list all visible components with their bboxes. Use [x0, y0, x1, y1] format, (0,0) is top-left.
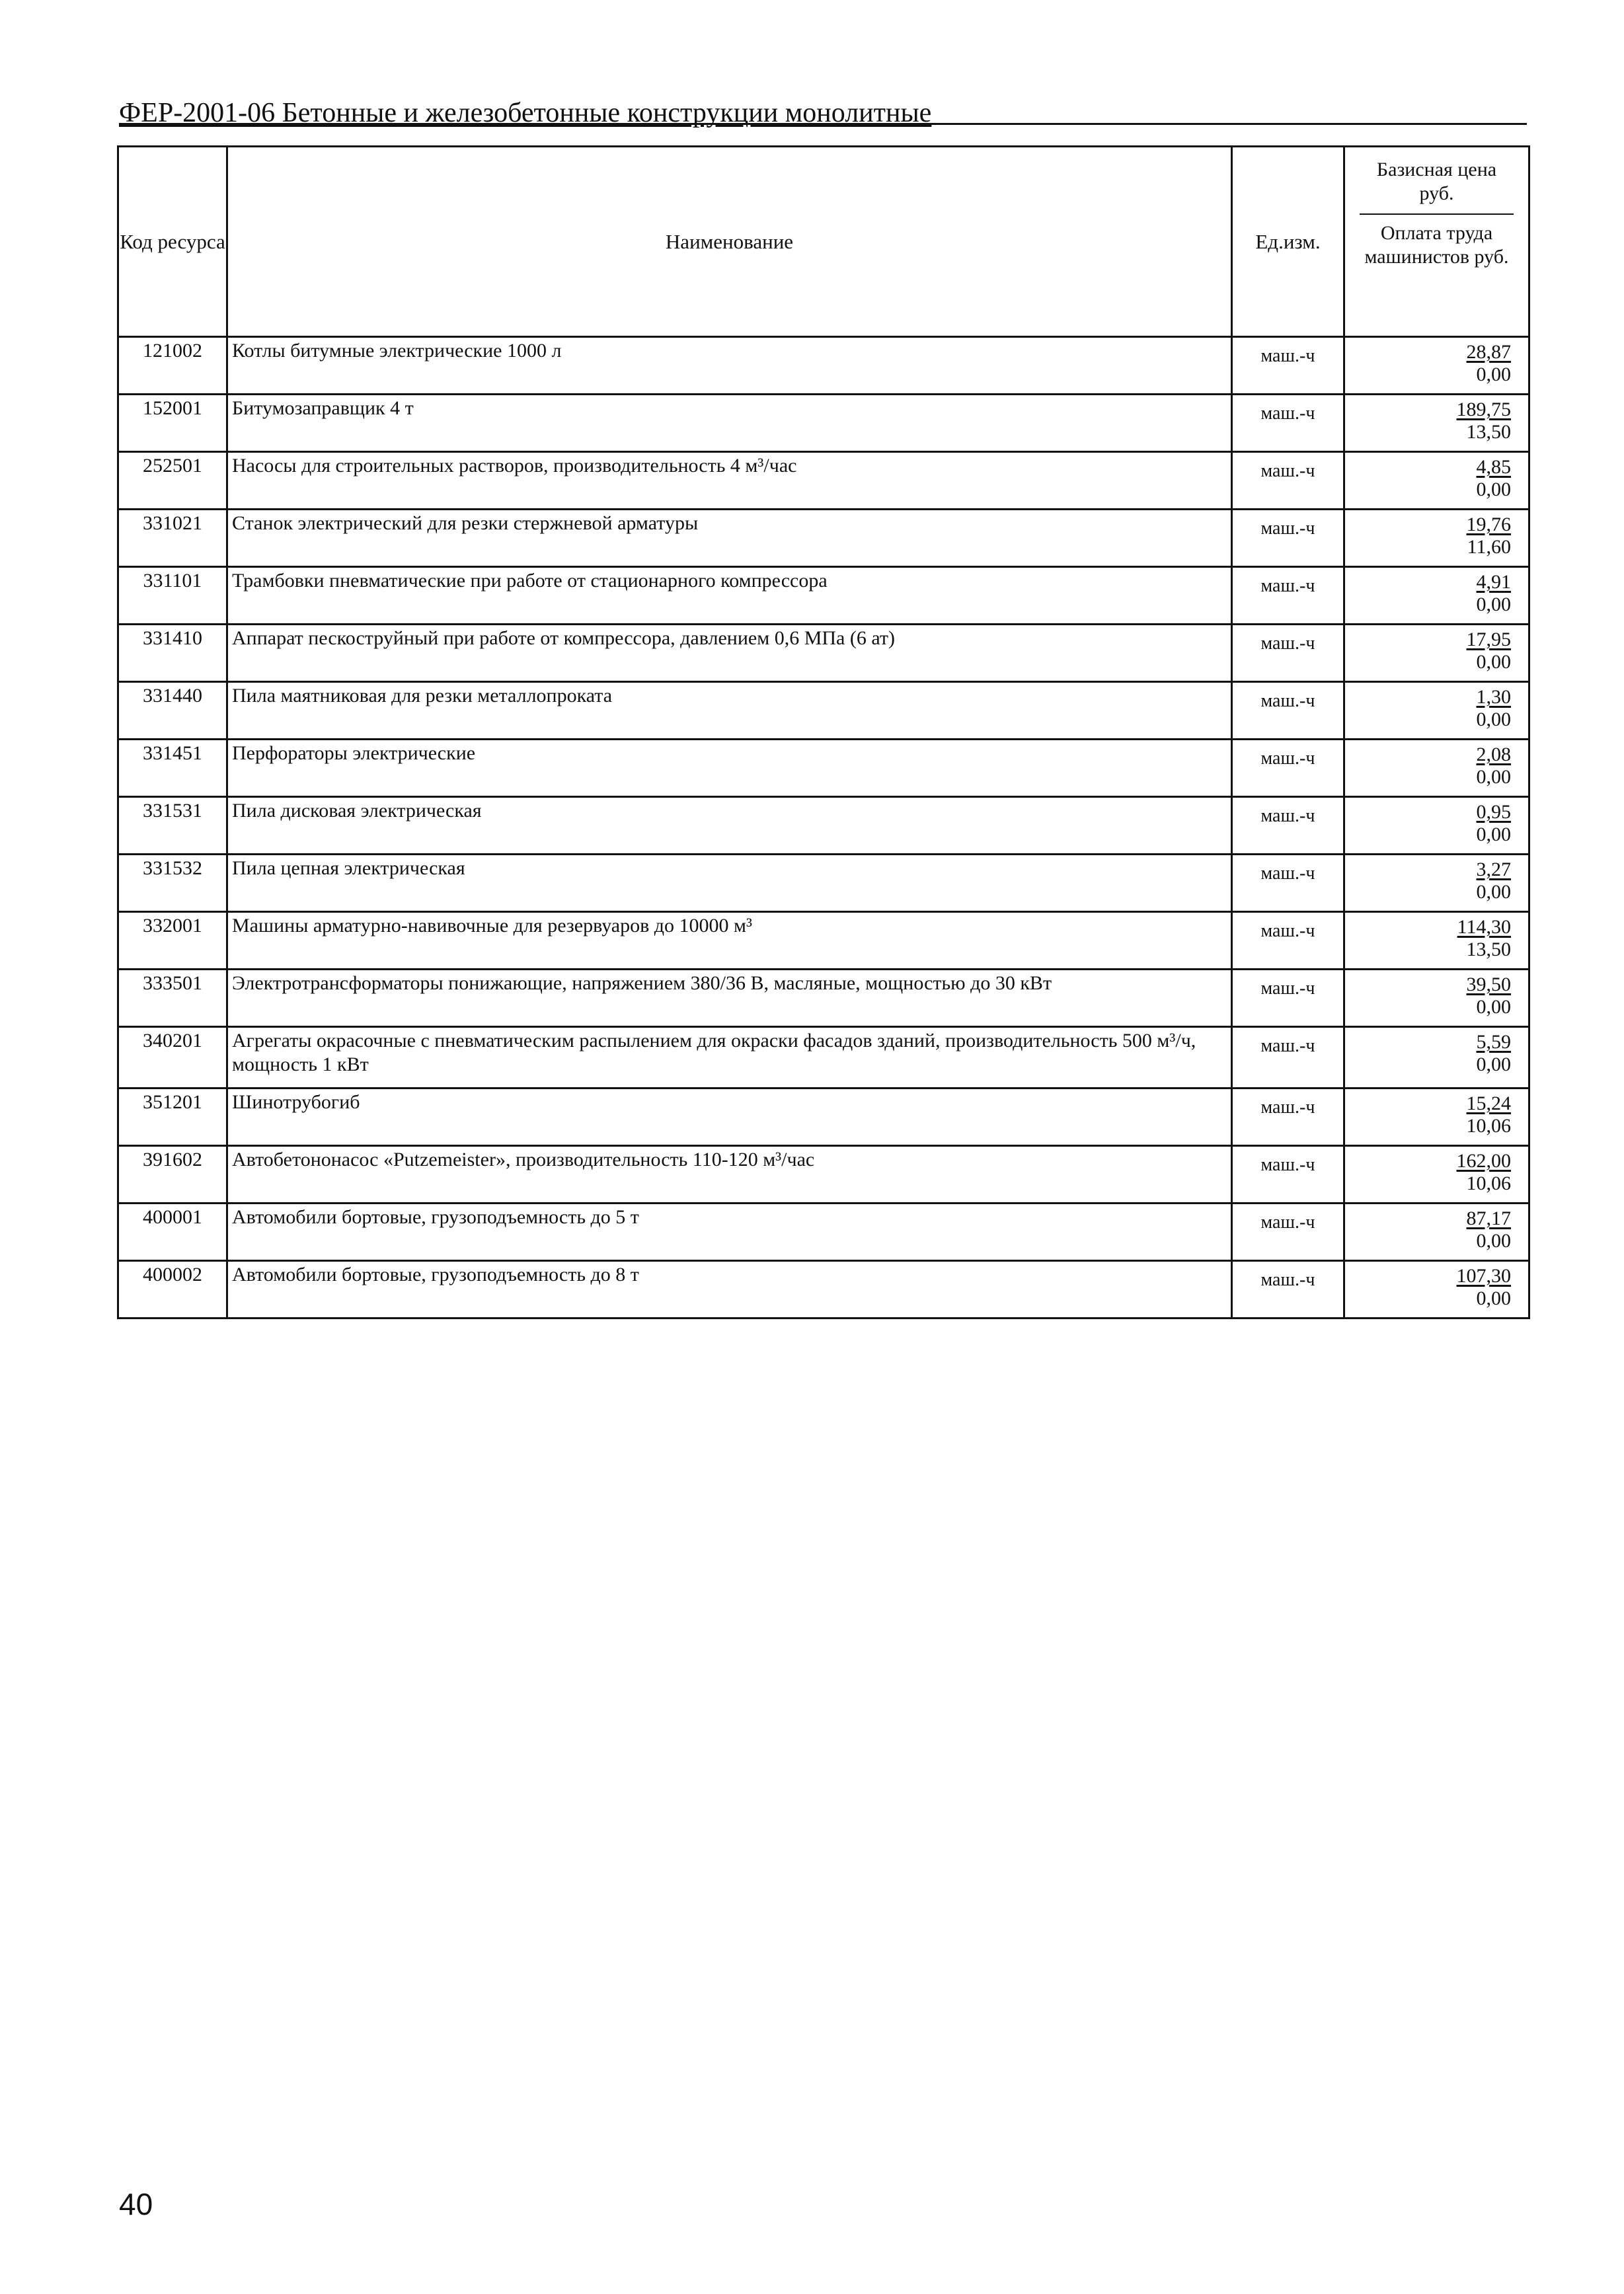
operator-labor-cost: 0,00: [1476, 708, 1511, 730]
resource-name: Пила маятниковая для резки металлопроката: [227, 682, 1232, 740]
resource-code: 332001: [118, 912, 227, 970]
resource-unit: маш.-ч: [1232, 797, 1344, 855]
operator-labor-cost: 10,06: [1466, 1172, 1511, 1194]
column-header-unit: Ед.изм.: [1232, 147, 1344, 337]
resource-code: 331451: [118, 740, 227, 797]
resource-name: Перфораторы электрические: [227, 740, 1232, 797]
operator-labor-cost: 0,00: [1476, 478, 1511, 500]
base-price: 17,95: [1466, 629, 1511, 650]
resource-unit: маш.-ч: [1232, 855, 1344, 912]
resource-price-cell: [1344, 1027, 1529, 1089]
resource-name: Насосы для строительных растворов, производительность 4 м³/час: [227, 452, 1232, 510]
operator-labor-cost: 0,00: [1476, 996, 1511, 1018]
resource-unit: маш.-ч: [1232, 970, 1344, 1027]
resource-name: Автомобили бортовые, грузоподъемность до 5 т: [227, 1204, 1232, 1261]
resource-code: 252501: [118, 452, 227, 510]
operator-labor-cost: 13,50: [1466, 421, 1511, 443]
resource-unit: маш.-ч: [1232, 625, 1344, 682]
resource-price-cell: [1344, 1261, 1529, 1319]
resource-code: 152001: [118, 395, 227, 452]
base-price: 3,27: [1476, 859, 1511, 880]
resource-price-cell: [1344, 1146, 1529, 1204]
resource-name: Аппарат пескоструйный при работе от компрессора, давлением 0,6 МПа (6 ат): [227, 625, 1232, 682]
table-header-row: [118, 147, 1529, 337]
table-row: [118, 625, 1529, 682]
page-number: 40: [119, 2187, 153, 2221]
column-header-price: [1344, 147, 1529, 337]
table-row: [118, 970, 1529, 1027]
operator-labor-cost: 11,60: [1467, 536, 1511, 558]
base-price: 189,75: [1456, 399, 1511, 420]
base-price: 162,00: [1456, 1150, 1511, 1172]
resource-unit: маш.-ч: [1232, 1027, 1344, 1089]
operator-labor-cost: 13,50: [1466, 938, 1511, 960]
operator-labor-cost: 10,06: [1466, 1115, 1511, 1137]
resource-name: Электротрансформаторы понижающие, напряжением 380/36 В, масляные, мощностью до 30 кВт: [227, 970, 1232, 1027]
resource-unit: маш.-ч: [1232, 510, 1344, 567]
table-row: [118, 1261, 1529, 1319]
base-price: 4,85: [1476, 456, 1511, 478]
table-row: [118, 740, 1529, 797]
operator-labor-cost: 0,00: [1476, 766, 1511, 788]
base-price: 19,76: [1466, 514, 1511, 535]
resource-name: Битумозаправщик 4 т: [227, 395, 1232, 452]
table-row: [118, 395, 1529, 452]
resource-code: 331101: [118, 567, 227, 625]
resource-unit: маш.-ч: [1232, 395, 1344, 452]
resource-code: 351201: [118, 1089, 227, 1146]
page-header: [119, 90, 1527, 128]
resource-code: 333501: [118, 970, 227, 1027]
base-price: 87,17: [1466, 1207, 1511, 1229]
resource-code: 400001: [118, 1204, 227, 1261]
base-price: 0,95: [1476, 801, 1511, 823]
resource-price-cell: [1344, 797, 1529, 855]
base-price: 107,30: [1456, 1265, 1511, 1287]
resource-unit: маш.-ч: [1232, 1204, 1344, 1261]
resource-code: 331440: [118, 682, 227, 740]
column-header-code: Код ресурса: [118, 147, 227, 337]
resource-price-cell: [1344, 625, 1529, 682]
resource-price-cell: [1344, 1204, 1529, 1261]
resource-unit: маш.-ч: [1232, 912, 1344, 970]
resource-name: Пила дисковая электрическая: [227, 797, 1232, 855]
resource-unit: маш.-ч: [1232, 452, 1344, 510]
resource-price-table: [117, 145, 1530, 1319]
page-title: ФЕР-2001-06 Бетонные и железобетонные конструкции монолитные: [119, 98, 932, 128]
resource-price-cell: [1344, 740, 1529, 797]
resource-name: Автомобили бортовые, грузоподъемность до 8 т: [227, 1261, 1232, 1319]
resource-name: Шинотрубогиб: [227, 1089, 1232, 1146]
resource-price-cell: [1344, 567, 1529, 625]
resource-code: 331531: [118, 797, 227, 855]
operator-labor-cost: 0,00: [1476, 1053, 1511, 1075]
operator-labor-cost: 0,00: [1476, 823, 1511, 845]
table-row: [118, 337, 1529, 395]
resource-unit: маш.-ч: [1232, 337, 1344, 395]
resource-unit: маш.-ч: [1232, 1089, 1344, 1146]
base-price: 114,30: [1457, 916, 1511, 938]
resource-code: 331410: [118, 625, 227, 682]
resource-price-cell: [1344, 337, 1529, 395]
resource-name: Машины арматурно-навивочные для резервуаров до 10000 м³: [227, 912, 1232, 970]
resource-price-cell: [1344, 912, 1529, 970]
resource-unit: маш.-ч: [1232, 1261, 1344, 1319]
resource-name: Котлы битумные электрические 1000 л: [227, 337, 1232, 395]
table-row: [118, 855, 1529, 912]
operator-labor-cost: 0,00: [1476, 1230, 1511, 1252]
base-price: 39,50: [1466, 974, 1511, 995]
resource-name: Агрегаты окрасочные с пневматическим распылением для окраски фасадов зданий, производительность 500 м³/ч, мощность 1 кВт: [227, 1027, 1232, 1089]
operator-labor-cost: 0,00: [1476, 593, 1511, 615]
operator-labor-cost: 0,00: [1476, 651, 1511, 673]
resource-code: 331532: [118, 855, 227, 912]
base-price: 2,08: [1476, 744, 1511, 765]
resource-code: 121002: [118, 337, 227, 395]
resource-price-cell: [1344, 970, 1529, 1027]
base-price: 5,59: [1476, 1031, 1511, 1053]
table-row: [118, 797, 1529, 855]
table-row: [118, 567, 1529, 625]
resource-price-cell: [1344, 1089, 1529, 1146]
base-price: 28,87: [1466, 341, 1511, 363]
resource-code: 400002: [118, 1261, 227, 1319]
resource-unit: маш.-ч: [1232, 567, 1344, 625]
table-row: [118, 1027, 1529, 1089]
table-row: [118, 912, 1529, 970]
column-header-labor: Оплата труда машинистов руб.: [1364, 222, 1509, 268]
resource-price-cell: [1344, 855, 1529, 912]
table-row: [118, 1146, 1529, 1204]
table-row: [118, 452, 1529, 510]
resource-name: Станок электрический для резки стержневой арматуры: [227, 510, 1232, 567]
resource-code: 391602: [118, 1146, 227, 1204]
resource-price-cell: [1344, 510, 1529, 567]
resource-unit: маш.-ч: [1232, 1146, 1344, 1204]
column-header-base-price: Базисная цена руб.: [1376, 159, 1497, 204]
operator-labor-cost: 0,00: [1476, 1287, 1511, 1309]
base-price: 4,91: [1476, 571, 1511, 593]
resource-name: Автобетононасос «Putzemeister», производительность 110-120 м³/час: [227, 1146, 1232, 1204]
resource-price-cell: [1344, 395, 1529, 452]
base-price: 1,30: [1476, 686, 1511, 708]
resource-name: Пила цепная электрическая: [227, 855, 1232, 912]
resource-code: 331021: [118, 510, 227, 567]
table-row: [118, 682, 1529, 740]
resource-name: Трамбовки пневматические при работе от стационарного компрессора: [227, 567, 1232, 625]
table-row: [118, 510, 1529, 567]
table-row: [118, 1089, 1529, 1146]
resource-price-cell: [1344, 452, 1529, 510]
column-header-name: Наименование: [227, 147, 1232, 337]
resource-price-cell: [1344, 682, 1529, 740]
resource-unit: маш.-ч: [1232, 682, 1344, 740]
table-row: [118, 1204, 1529, 1261]
resource-unit: маш.-ч: [1232, 740, 1344, 797]
operator-labor-cost: 0,00: [1476, 881, 1511, 903]
operator-labor-cost: 0,00: [1476, 363, 1511, 385]
resource-code: 340201: [118, 1027, 227, 1089]
base-price: 15,24: [1466, 1092, 1511, 1114]
